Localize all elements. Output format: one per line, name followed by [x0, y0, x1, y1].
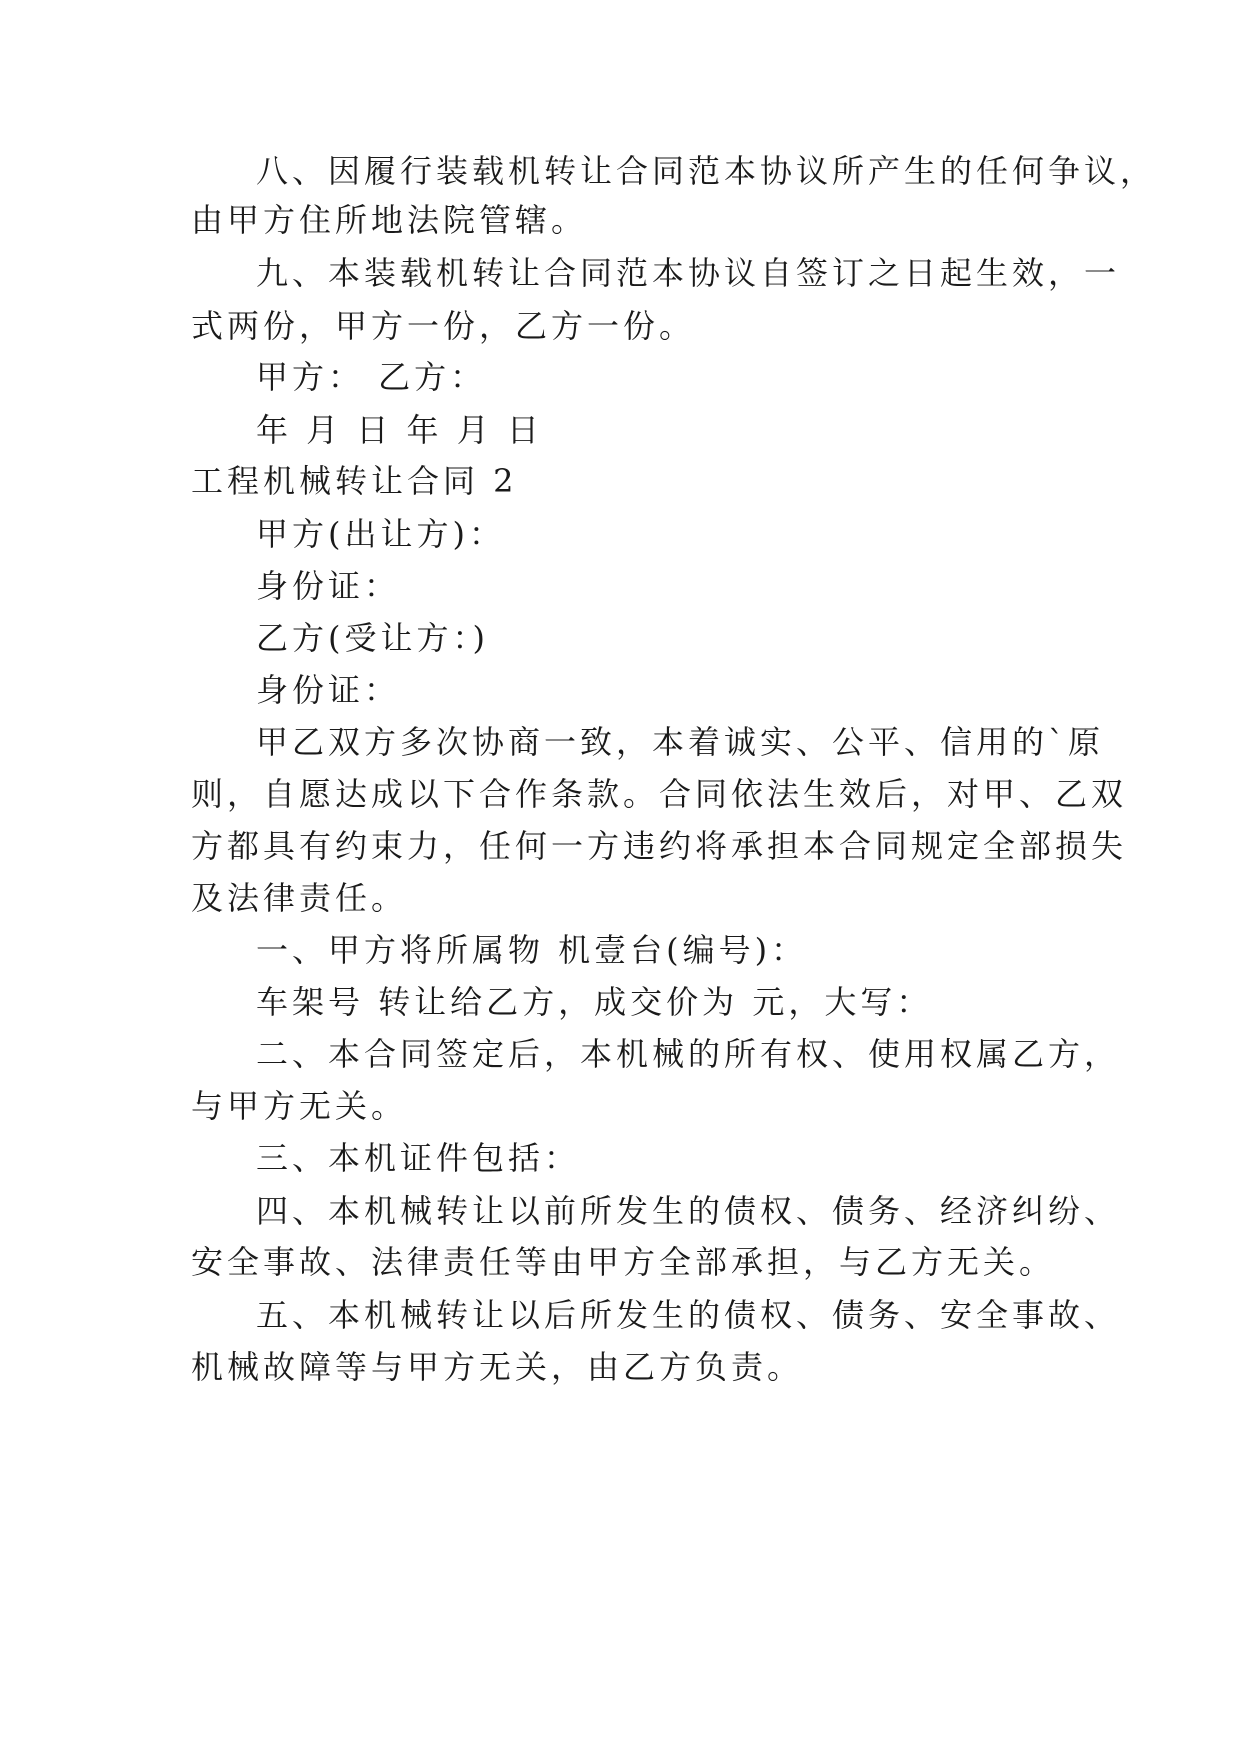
- clause-9-line-1: 九、本装载机转让合同范本协议自签订之日起生效，一: [256, 254, 1121, 292]
- party-b-id-label: 身份证：: [256, 671, 401, 709]
- clause-2-line-2: 与甲方无关。: [191, 1087, 408, 1125]
- signature-dates: 年 月 日 年 月 日: [256, 411, 543, 449]
- preamble-line-2: 则，自愿达成以下合作条款。合同依法生效后，对甲、乙双: [191, 775, 1128, 813]
- clause-1-line-2: 车架号 转让给乙方，成交价为 元，大写：: [256, 983, 933, 1021]
- clause-8-line-1: 八、因履行装载机转让合同范本协议所产生的任何争议，: [256, 152, 1157, 190]
- clause-4-line-1: 四、本机械转让以前所发生的债权、债务、经济纠纷、: [256, 1192, 1121, 1230]
- clause-4-line-2: 安全事故、法律责任等由甲方全部承担，与乙方无关。: [191, 1243, 1056, 1281]
- clause-2-line-1: 二、本合同签定后，本机械的所有权、使用权属乙方，: [256, 1035, 1121, 1073]
- party-a-id-label: 身份证：: [256, 567, 401, 605]
- preamble-line-4: 及法律责任。: [191, 879, 408, 917]
- party-b-label: 乙方(受让方：): [256, 619, 489, 657]
- contract-2-title: 工程机械转让合同 2: [191, 462, 518, 500]
- preamble-line-3: 方都具有约束力，任何一方违约将承担本合同规定全部损失: [191, 827, 1128, 865]
- signature-parties: 甲方： 乙方：: [256, 358, 487, 396]
- preamble-line-1: 甲乙双方多次协商一致，本着诚实、公平、信用的`原: [256, 723, 1105, 761]
- clause-3-line-1: 三、本机证件包括：: [256, 1139, 581, 1177]
- clause-5-line-2: 机械故障等与甲方无关，由乙方负责。: [191, 1348, 804, 1386]
- clause-9-line-2: 式两份，甲方一份，乙方一份。: [191, 307, 696, 345]
- clause-1-line-1: 一、甲方将所属物 机壹台(编号)：: [256, 931, 808, 969]
- clause-5-line-1: 五、本机械转让以后所发生的债权、债务、安全事故、: [256, 1296, 1121, 1334]
- party-a-label: 甲方(出让方)：: [256, 515, 505, 553]
- clause-8-line-2: 由甲方住所地法院管辖。: [191, 201, 588, 239]
